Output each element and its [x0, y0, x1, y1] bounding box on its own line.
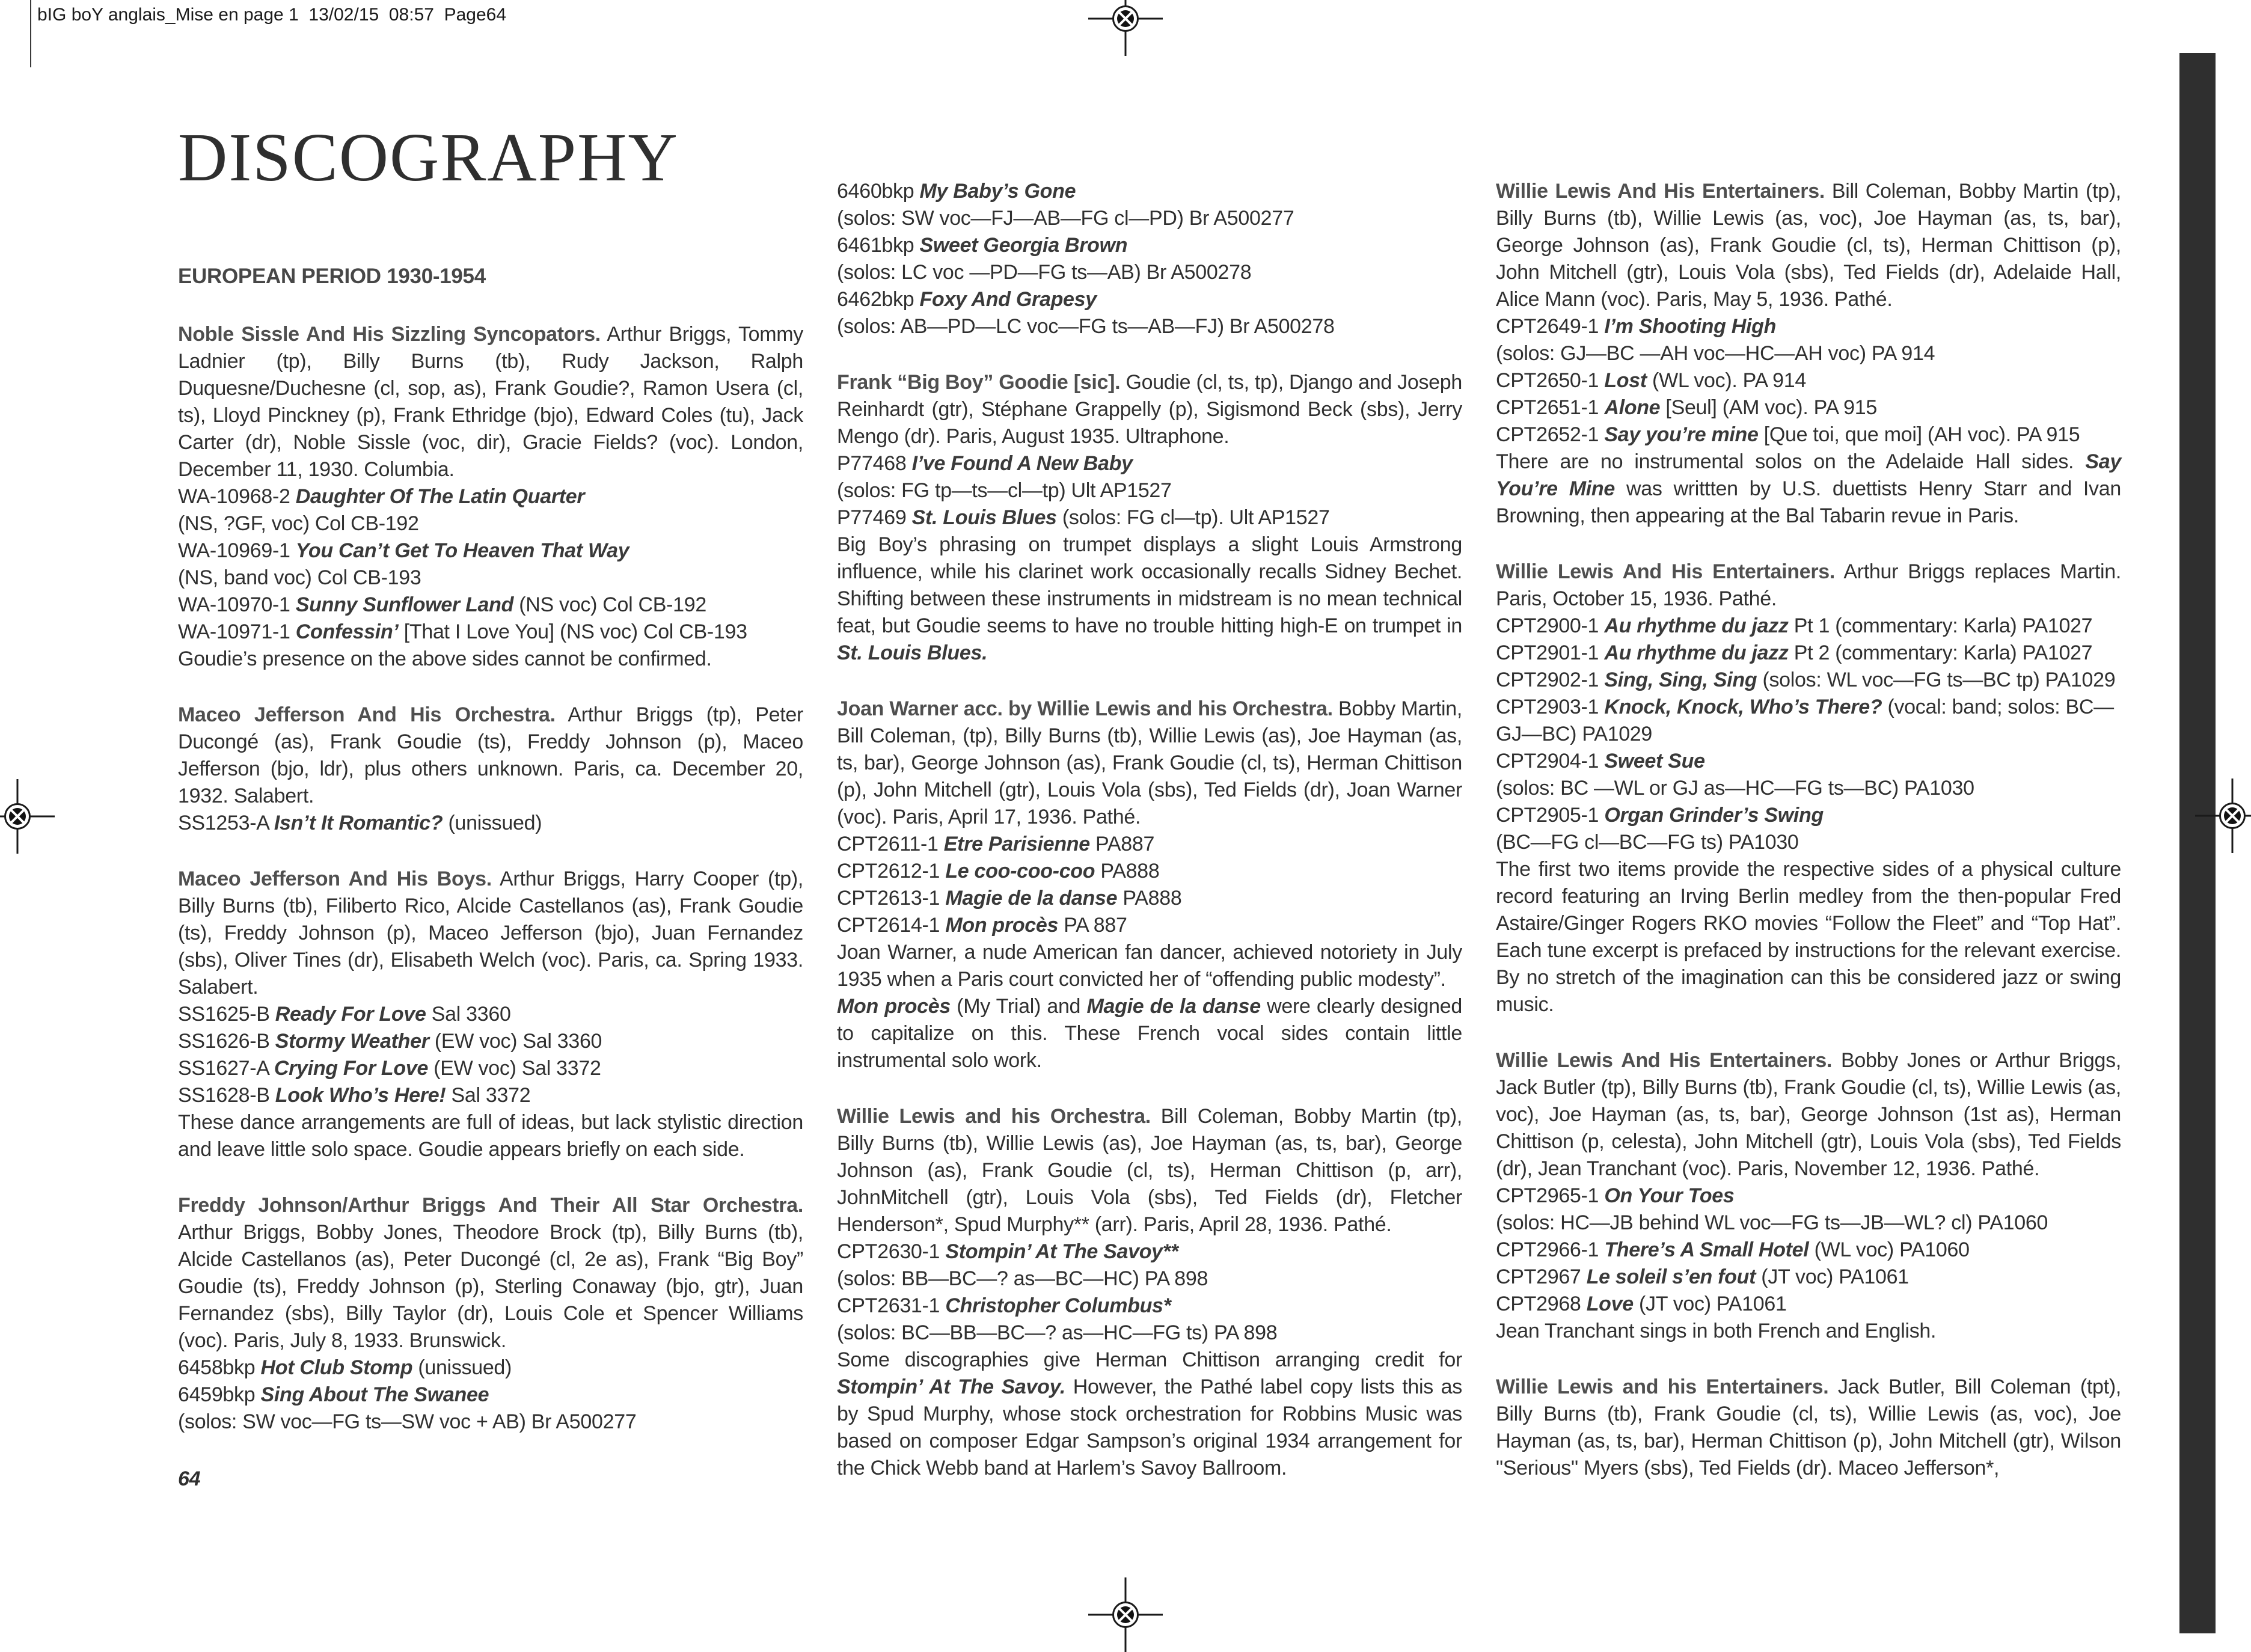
- crop-mark-line: [30, 0, 31, 67]
- song-title: Lost: [1604, 369, 1647, 392]
- song-title: Love: [1586, 1293, 1634, 1315]
- entry-line: [837, 885, 1462, 912]
- text-run: CPT2968: [1496, 1293, 1587, 1315]
- text-run: 6459bkp: [178, 1383, 261, 1406]
- song-title: On Your Toes: [1604, 1184, 1735, 1207]
- text-run: CPT2967: [1496, 1265, 1587, 1288]
- entry-line: [1496, 667, 2121, 694]
- text-run: WA-10969-1: [178, 539, 296, 562]
- song-title: Sing About The Swanee: [260, 1383, 489, 1406]
- band-name: Maceo Jefferson And His Orchestra.: [178, 703, 556, 726]
- entry-line: [837, 1320, 1462, 1347]
- text-run: CPT2613-1: [837, 887, 946, 910]
- text-run: Arthur Briggs, Harry Cooper (tp), Billy Burns (tb), Filiberto Rico, Alcide Castellanos (as), Frank Goudie (ts), Freddy Johnson (p), Maceo Jefferson (bjo), Juan Fernandez (sbs), Oliver Tines (dr), Elisabeth Welch (voc). Paris, ca. Spring 1933. Salabert.: [178, 867, 803, 999]
- song-title: Confessin’: [295, 620, 399, 643]
- entry-line: [1496, 775, 2121, 802]
- text-run: SS1625-B: [178, 1003, 275, 1026]
- commentary-paragraph: [837, 1347, 1462, 1482]
- band-name: Willie Lewis and his Entertainers.: [1496, 1375, 1829, 1398]
- registration-mark-icon: [0, 779, 55, 854]
- discography-block: [837, 1103, 1462, 1482]
- song-title: Etre Parisienne: [943, 833, 1090, 855]
- entry-line: [1496, 421, 2121, 448]
- text-run: CPT2651-1: [1496, 396, 1605, 419]
- text-run: (WL voc). PA 914: [1646, 369, 1807, 392]
- text-run: (NS, ?GF, voc) Col CB-192: [178, 512, 419, 535]
- song-title: There’s A Small Hotel: [1604, 1238, 1809, 1261]
- text-run: 6460bkp: [837, 180, 920, 203]
- page-title: DISCOGRAPHY: [178, 119, 679, 195]
- personnel-paragraph: [178, 321, 803, 483]
- text-run: Bobby Martin, Bill Coleman, (tp), Billy Burns (tb), Willie Lewis (as), Joe Hayman (as, ts, bar), George Johnson (as), Frank Goudie (cl, ts), Herman Chittison (p), John Mitchell (gtr), Louis Vola (sbs), Ted Fields (dr), Joan Warner (voc). Paris, April 17, 1936. Pathé.: [837, 697, 1462, 828]
- commentary-paragraph: [837, 531, 1462, 667]
- text-run: CPT2652-1: [1496, 423, 1605, 446]
- personnel-paragraph: [1496, 558, 2121, 613]
- text-run: However, the Pathé label copy lists this as by Spud Murphy, whose stock orchestration for Robbins Music was based on composer Edgar Sampson’s original 1934 arrangement for the Chick Webb band at Harlem’s Savoy Ballroom.: [837, 1375, 1462, 1479]
- text-run: CPT2901-1: [1496, 641, 1605, 664]
- band-name: Willie Lewis and his Orchestra.: [837, 1105, 1151, 1128]
- entry-line: [1496, 313, 2121, 340]
- commentary-paragraph: [178, 1109, 803, 1163]
- text-run: Bobby Jones or Arthur Briggs, Jack Butler (tp), Billy Burns (tb), Frank Goudie (cl, ts), Willie Lewis (as, voc), Joe Hayman (as, ts, bar), George Johnson (1st as), Herman Chittison (p, celesta), John Mitchell (gtr), Louis Vola (sbs), Ted Fields (dr), Jean Tranchant (voc). Paris, November 12, 1936. Pathé.: [1496, 1049, 2121, 1180]
- text-run: Sal 3372: [446, 1084, 531, 1107]
- commentary-paragraph: [837, 993, 1462, 1074]
- section-heading: EUROPEAN PERIOD 1930-1954: [178, 265, 486, 288]
- entry-line: [1496, 1264, 2121, 1291]
- text-run: Arthur Briggs, Tommy Ladnier (tp), Billy Burns (tb), Rudy Jackson, Ralph Duquesne/Duchesne (cl, sop, as), Frank Goudie?, Ramon Usera (cl, ts), Lloyd Pinckney (p), Frank Ethridge (bjo), Edward Coles (tu), Jack Carter (dr), Noble Sissle (voc, dir), Gracie Fields? (voc). London, December 11, 1930. Columbia.: [178, 323, 803, 481]
- text-run: CPT2611-1: [837, 833, 944, 855]
- entry-line: [178, 1409, 803, 1436]
- song-title: Au rhythme du jazz: [1604, 614, 1789, 637]
- text-run: PA888: [1117, 887, 1182, 910]
- entry-line: [837, 205, 1462, 232]
- text-run: (solos: AB—PD—LC voc—FG ts—AB—FJ) Br A500278: [837, 315, 1335, 338]
- text-run: [That I Love You] (NS voc) Col CB-193: [398, 620, 747, 643]
- text-run: CPT2614-1: [837, 914, 946, 937]
- text-run: Goudie (cl, ts, tp), Django and Joseph Reinhardt (gtr), Stéphane Grappelly (p), Sigismond Beck (sbs), Jerry Mengo (dr). Paris, August 1935. Ultraphone.: [837, 371, 1462, 448]
- entry-line: [837, 1265, 1462, 1293]
- text-run: Sal 3360: [426, 1003, 511, 1026]
- entry-line: [837, 1293, 1462, 1320]
- text-run: Arthur Briggs replaces Martin. Paris, October 15, 1936. Pathé.: [1496, 560, 2121, 610]
- text-run: (BC—FG cl—BC—FG ts) PA1030: [1496, 831, 1799, 854]
- column-3: [1496, 0, 2121, 1482]
- column-2-blocks: [837, 178, 1462, 1482]
- personnel-paragraph: [837, 369, 1462, 450]
- song-title: Daughter Of The Latin Quarter: [295, 485, 585, 508]
- text-run: Jean Tranchant sings in both French and English.: [1496, 1320, 1937, 1342]
- entry-line: [178, 1381, 803, 1409]
- song-title: St. Louis Blues.: [837, 641, 988, 664]
- text-run: (solos: SW voc—FG ts—SW voc + AB) Br A500277: [178, 1410, 637, 1433]
- text-run: (NS voc) Col CB-192: [513, 593, 706, 616]
- text-run: CPT2650-1: [1496, 369, 1605, 392]
- text-run: (WL voc) PA1060: [1808, 1238, 1970, 1261]
- personnel-paragraph: [178, 1192, 803, 1354]
- song-title: Le soleil s’en fout: [1586, 1265, 1756, 1288]
- text-run: CPT2965-1: [1496, 1184, 1605, 1207]
- entry-line: [837, 477, 1462, 504]
- text-run: CPT2903-1: [1496, 696, 1605, 718]
- text-run: 6458bkp: [178, 1356, 261, 1379]
- text-run: [Seul] (AM voc). PA 915: [1660, 396, 1877, 419]
- discography-block: [837, 178, 1462, 340]
- commentary-paragraph: [1496, 856, 2121, 1018]
- entry-line: [837, 831, 1462, 858]
- text-run: 6461bkp: [837, 234, 920, 257]
- discography-block: [1496, 558, 2121, 1018]
- song-title: My Baby’s Gone: [919, 180, 1076, 203]
- song-title: Magie de la danse: [1086, 995, 1261, 1018]
- text-run: There are no instrumental solos on the Adelaide Hall sides.: [1496, 450, 2086, 473]
- text-run: (solos: WL voc—FG ts—BC tp) PA1029: [1757, 668, 2116, 691]
- band-name: Frank “Big Boy” Goodie [sic].: [837, 371, 1121, 394]
- entry-line: [837, 504, 1462, 531]
- registration-mark-icon: [1088, 1577, 1163, 1652]
- entry-line: [1496, 340, 2121, 367]
- personnel-paragraph: [837, 1103, 1462, 1238]
- song-title: Say you’re mine: [1604, 423, 1759, 446]
- text-run: The first two items provide the respective sides of a physical culture record featuring an Irving Berlin medley from the then-popular Fred Astaire/Ginger Rogers RKO movies “Follow the Fleet” and “Top Hat”. Each tune excerpt is prefaced by instructions for the relevant exercise. By no stretch of the imagination can this be considered jazz or swing music.: [1496, 858, 2121, 1016]
- song-title: Say You’re Mine: [1496, 450, 2121, 500]
- registration-mark-icon: [2195, 779, 2251, 853]
- text-run: Pt 1 (commentary: Karla) PA1027: [1788, 614, 2093, 637]
- text-run: CPT2966-1: [1496, 1238, 1605, 1261]
- song-title: Stompin’ At The Savoy**: [945, 1240, 1178, 1263]
- text-run: Jack Butler, Bill Coleman (tpt), Billy Burns (tb), Frank Goudie (cl, ts), Willie Lewis (as, voc), Joe Hayman (as, ts, bar), Herman Chittison (p), John Mitchell (gtr), Wilson "Serious" Myers (sbs), Ted Fields (dr). Maceo Jefferson*,: [1496, 1375, 2121, 1479]
- text-run: Arthur Briggs (tp), Peter Ducongé (as), Frank Goudie (ts), Freddy Johnson (p), Maceo Jefferson (bjo, ldr), plus others unknown. Paris, ca. December 20, 1932. Salabert.: [178, 703, 803, 807]
- text-run: Bill Coleman, Bobby Martin (tp), Billy Burns (tb), Willie Lewis (as, voc), Joe Hayman (as, ts, bar), George Johnson (as), Frank Goudie (cl, ts), Herman Chittison (p), John Mitchell (gtr), Louis Vola (sbs), Ted Fields (dr), Adelaide Hall, Alice Mann (voc). Paris, May 5, 1936. Pathé.: [1496, 180, 2121, 311]
- entry-line: [178, 1001, 803, 1028]
- discography-block: [178, 1192, 803, 1436]
- song-title: Isn’t It Romantic?: [274, 812, 443, 834]
- discography-block: [178, 702, 803, 837]
- text-run: (EW voc) Sal 3360: [429, 1030, 602, 1053]
- entry-line: [1496, 367, 2121, 394]
- text-run: (solos: GJ—BC —AH voc—HC—AH voc) PA 914: [1496, 342, 1935, 365]
- text-run: P77469: [837, 506, 912, 529]
- text-run: (unissued): [443, 812, 542, 834]
- commentary-paragraph: [178, 646, 803, 673]
- song-title: Magie de la danse: [945, 887, 1118, 910]
- text-run: Joan Warner, a nude American fan dancer, achieved notoriety in July 1935 when a Paris court convicted her of “offending public modesty”.: [837, 941, 1462, 991]
- text-run: 6462bkp: [837, 288, 920, 311]
- text-run: (JT voc) PA1061: [1633, 1293, 1787, 1315]
- text-run: SS1627-A: [178, 1057, 274, 1080]
- entry-line: [1496, 694, 2121, 748]
- song-title: Look Who’s Here!: [275, 1084, 446, 1107]
- entry-line: [1496, 1182, 2121, 1210]
- discography-block: [837, 696, 1462, 1074]
- entry-line: [178, 564, 803, 592]
- entry-line: [178, 810, 803, 837]
- song-title: Stompin’ At The Savoy.: [837, 1375, 1066, 1398]
- song-title: Le coo-coo-coo: [945, 860, 1095, 883]
- entry-line: [178, 592, 803, 619]
- song-title: I’ve Found A New Baby: [911, 452, 1133, 475]
- commentary-paragraph: [1496, 448, 2121, 530]
- text-run: Pt 2 (commentary: Karla) PA1027: [1788, 641, 2093, 664]
- band-name: Willie Lewis And His Entertainers.: [1496, 1049, 1833, 1072]
- band-name: Freddy Johnson/Arthur Briggs And Their All Star Orchestra.: [178, 1194, 803, 1217]
- discography-block: [1496, 178, 2121, 530]
- personnel-paragraph: [178, 866, 803, 1001]
- entry-line: [837, 286, 1462, 313]
- entry-line: [837, 232, 1462, 259]
- personnel-paragraph: [1496, 1374, 2121, 1482]
- text-run: PA887: [1089, 833, 1155, 855]
- entry-line: [178, 619, 803, 646]
- text-run: (solos: LC voc —PD—FG ts—AB) Br A500278: [837, 261, 1252, 284]
- text-run: WA-10971-1: [178, 620, 296, 643]
- text-run: P77468: [837, 452, 912, 475]
- discography-block: [178, 866, 803, 1163]
- text-run: was writtten by U.S. duettists Henry Starr and Ivan Browning, then appearing at the Bal Tabarin revue in Paris.: [1496, 477, 2121, 527]
- text-run: (solos: BB—BC—? as—BC—HC) PA 898: [837, 1267, 1208, 1290]
- text-run: PA888: [1095, 860, 1160, 883]
- text-run: CPT2902-1: [1496, 668, 1605, 691]
- song-title: I’m Shooting High: [1604, 315, 1777, 338]
- text-run: (JT voc) PA1061: [1756, 1265, 1909, 1288]
- entry-line: [837, 858, 1462, 885]
- personnel-paragraph: [1496, 178, 2121, 313]
- entry-line: [1496, 748, 2121, 775]
- personnel-paragraph: [178, 702, 803, 810]
- entry-line: [178, 1082, 803, 1109]
- song-title: You Can’t Get To Heaven That Way: [295, 539, 629, 562]
- text-run: CPT2630-1: [837, 1240, 946, 1263]
- entry-line: [178, 1354, 803, 1381]
- text-run: (EW voc) Sal 3372: [428, 1057, 601, 1080]
- discography-block: [178, 321, 803, 673]
- entry-line: [837, 912, 1462, 939]
- song-title: Stormy Weather: [275, 1030, 429, 1053]
- band-name: Joan Warner acc. by Willie Lewis and his Orchestra.: [837, 697, 1333, 720]
- text-run: CPT2905-1: [1496, 804, 1605, 827]
- text-run: (NS, band voc) Col CB-193: [178, 566, 421, 589]
- entry-line: [837, 450, 1462, 477]
- text-run: Arthur Briggs, Bobby Jones, Theodore Brock (tp), Billy Burns (tb), Alcide Castellanos (as), Peter Ducongé (cl, 2e as), Frank “Big Boy” Goudie (ts), Freddy Johnson (p), Sterling Conaway (bjo, gtr), Juan Fernandez (sbs), Billy Taylor (dr), Louis Cole et Spencer Williams (voc). Paris, July 8, 1933. Brunswick.: [178, 1221, 803, 1352]
- text-run: (unissued): [412, 1356, 512, 1379]
- band-name: Maceo Jefferson And His Boys.: [178, 867, 492, 890]
- text-run: (vocal: band; solos: BC—GJ—BC) PA1029: [1496, 696, 2114, 745]
- text-run: (My Trial) and: [950, 995, 1087, 1018]
- entry-line: [1496, 1210, 2121, 1237]
- text-run: CPT2900-1: [1496, 614, 1605, 637]
- print-slug-header: bIG boY anglais_Mise en page 1 13/02/15 08:57 Page64: [37, 5, 507, 25]
- text-run: (solos: SW voc—FJ—AB—FG cl—PD) Br A500277: [837, 207, 1294, 230]
- entry-line: [1496, 394, 2121, 421]
- text-run: (solos: BC —WL or GJ as—HC—FG ts—BC) PA1030: [1496, 777, 1974, 800]
- column-3-blocks: [1496, 178, 2121, 1482]
- entry-line: [178, 483, 803, 510]
- entry-line: [178, 1055, 803, 1082]
- song-title: Sweet Sue: [1604, 750, 1705, 772]
- song-title: Crying For Love: [274, 1057, 429, 1080]
- text-run: were clearly designed to capitalize on this. These French vocal sides contain little instrumental solo work.: [837, 995, 1462, 1072]
- entry-line: [1496, 1237, 2121, 1264]
- band-name: Noble Sissle And His Sizzling Syncopators.: [178, 323, 601, 346]
- song-title: Sunny Sunflower Land: [295, 593, 514, 616]
- text-run: Some discographies give Herman Chittison arranging credit for: [837, 1348, 1462, 1371]
- song-title: Foxy And Grapesy: [919, 288, 1097, 311]
- discography-block: [1496, 1374, 2121, 1482]
- song-title: Hot Club Stomp: [260, 1356, 413, 1379]
- entry-line: [1496, 613, 2121, 640]
- text-run: CPT2612-1: [837, 860, 946, 883]
- text-run: Goudie’s presence on the above sides cannot be confirmed.: [178, 647, 712, 670]
- band-name: Willie Lewis And His Entertainers.: [1496, 180, 1825, 203]
- entry-line: [178, 1028, 803, 1055]
- column-1: [178, 0, 803, 1493]
- entry-line: [1496, 802, 2121, 829]
- text-run: PA 887: [1058, 914, 1127, 937]
- song-title: Sing, Sing, Sing: [1604, 668, 1757, 691]
- discography-block: [837, 369, 1462, 667]
- text-run: CPT2649-1: [1496, 315, 1605, 338]
- text-run: WA-10968-2: [178, 485, 296, 508]
- commentary-paragraph: [837, 939, 1462, 993]
- text-run: These dance arrangements are full of ideas, but lack stylistic direction and leave little solo space. Goudie appears briefly on each side.: [178, 1111, 803, 1161]
- text-run: (solos: FG tp—ts—cl—tp) Ult AP1527: [837, 479, 1172, 502]
- text-run: CPT2631-1: [837, 1294, 946, 1317]
- text-run: Bill Coleman, Bobby Martin (tp), Billy Burns (tb), Willie Lewis (as), Joe Hayman (as, ts, bar), George Johnson (as), Frank Goudie (cl, ts), Herman Chittison (p, arr), JohnMitchell (gtr), Louis Vola (sbs), Ted Fields (dr), Fletcher Henderson*, Spud Murphy** (arr). Paris, April 28, 1936. Pathé.: [837, 1105, 1463, 1236]
- text-run: SS1253-A: [178, 812, 274, 834]
- song-title: Sweet Georgia Brown: [919, 234, 1128, 257]
- entry-line: [1496, 829, 2121, 856]
- personnel-paragraph: [837, 696, 1462, 831]
- song-title: Mon procès: [945, 914, 1059, 937]
- text-run: SS1626-B: [178, 1030, 275, 1053]
- page-number: 64: [178, 1467, 201, 1490]
- song-title: Mon procès: [837, 995, 951, 1018]
- text-run: (solos: HC—JB behind WL voc—FG ts—JB—WL? cl) PA1060: [1496, 1211, 2048, 1234]
- text-run: (solos: BC—BB—BC—? as—HC—FG ts) PA 898: [837, 1321, 1278, 1344]
- song-title: Knock, Knock, Who’s There?: [1604, 696, 1882, 718]
- entry-line: [837, 313, 1462, 340]
- song-title: Organ Grinder’s Swing: [1604, 804, 1824, 827]
- text-run: CPT2904-1: [1496, 750, 1605, 772]
- text-run: WA-10970-1: [178, 593, 296, 616]
- column-2: [837, 0, 1462, 1482]
- text-run: (solos: FG cl—tp). Ult AP1527: [1056, 506, 1330, 529]
- song-title: Alone: [1604, 396, 1661, 419]
- band-name: Willie Lewis And His Entertainers.: [1496, 560, 1836, 583]
- entry-line: [1496, 640, 2121, 667]
- entry-line: [1496, 1291, 2121, 1318]
- entry-line: [837, 1238, 1462, 1265]
- song-title: Christopher Columbus*: [945, 1294, 1171, 1317]
- text-run: [Que toi, que moi] (AH voc). PA 915: [1758, 423, 2080, 446]
- entry-line: [837, 178, 1462, 205]
- entry-line: [178, 537, 803, 564]
- text-run: SS1628-B: [178, 1084, 275, 1107]
- text-run: Big Boy’s phrasing on trumpet displays a slight Louis Armstrong influence, while his clarinet work occasionally recalls Sidney Bechet. Shifting between these instruments in midstream is no mean technical feat, but Goudie seems to have no trouble hitting high-E on trumpet in: [837, 533, 1462, 637]
- commentary-paragraph: [1496, 1318, 2121, 1345]
- song-title: St. Louis Blues: [911, 506, 1057, 529]
- discography-block: [1496, 1047, 2121, 1345]
- song-title: Au rhythme du jazz: [1604, 641, 1789, 664]
- song-title: Ready For Love: [275, 1003, 426, 1026]
- column-1-blocks: [178, 321, 803, 1436]
- personnel-paragraph: [1496, 1047, 2121, 1182]
- entry-line: [178, 510, 803, 537]
- entry-line: [837, 259, 1462, 286]
